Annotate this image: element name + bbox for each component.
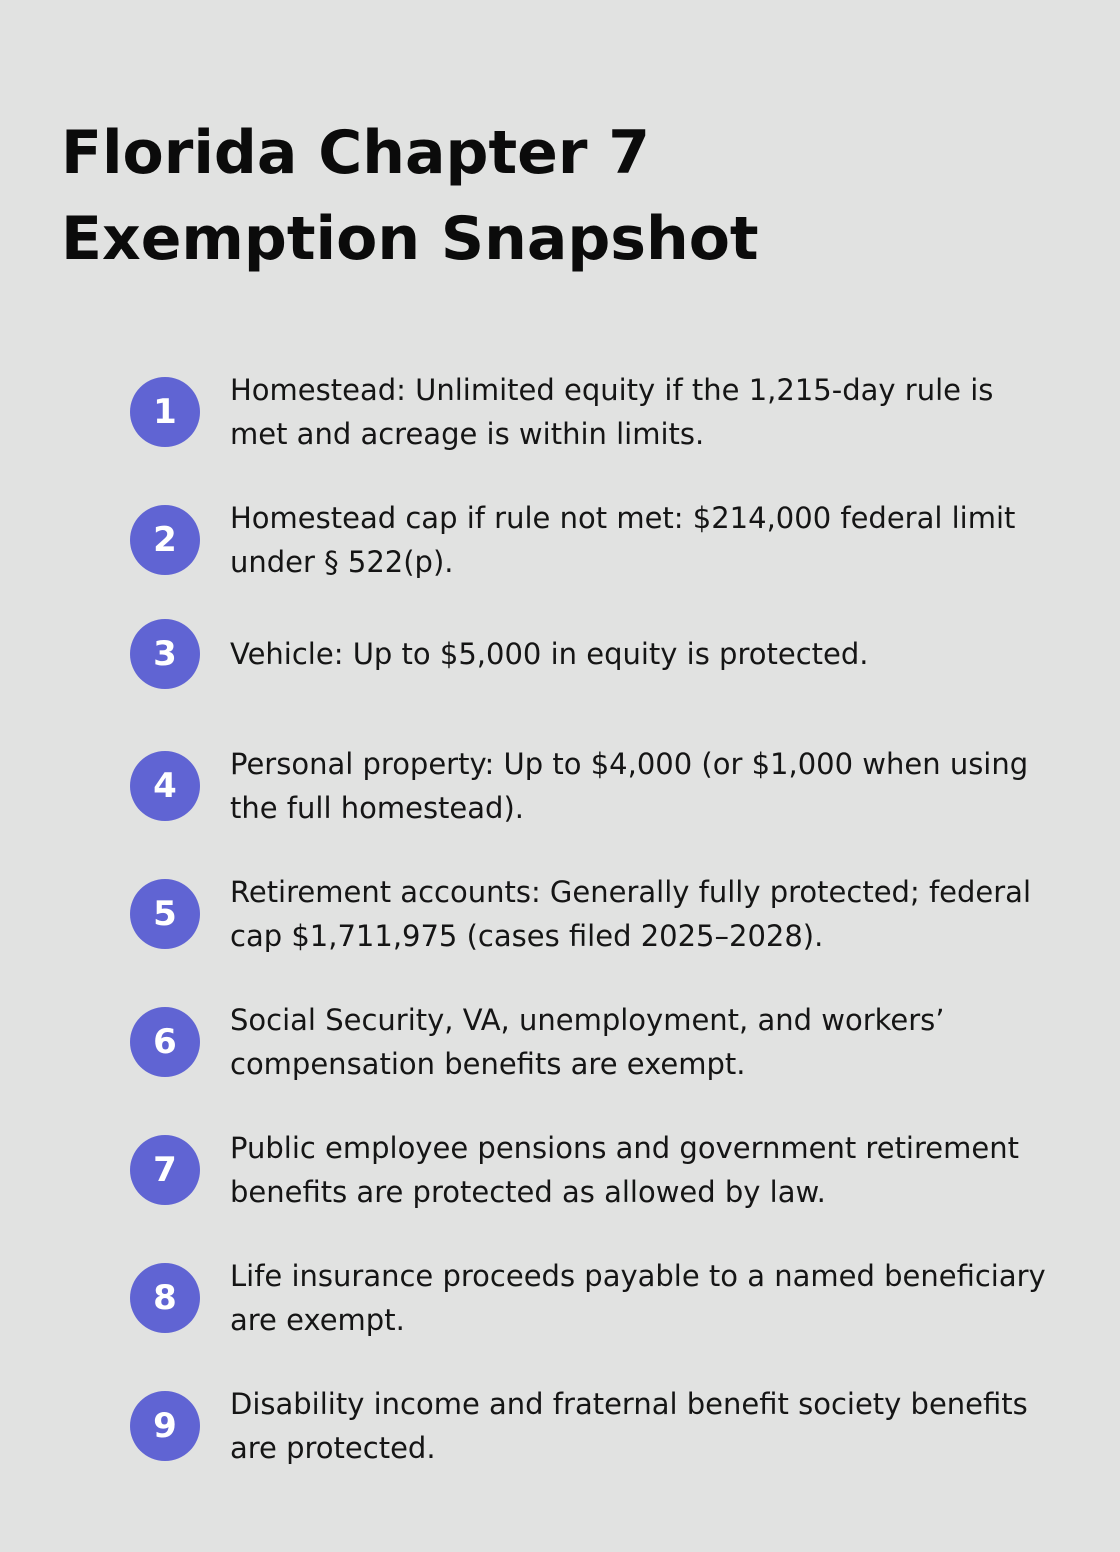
number-badge: 9 (130, 1391, 200, 1461)
item-text: Homestead: Unlimited equity if the 1,215-day rule is met and acreage is within limits. (230, 373, 994, 451)
item-text: Life insurance proceeds payable to a named beneficiary are exempt. (230, 1259, 1046, 1337)
item-text: Personal property: Up to $4,000 (or $1,000 when using the full homestead). (230, 747, 1029, 825)
number-badge: 2 (130, 505, 200, 575)
number-badge: 5 (130, 879, 200, 949)
number-badge: 4 (130, 751, 200, 821)
list-item (130, 1126, 1060, 1214)
page-title: Florida Chapter 7 Exemption Snapshot (61, 118, 759, 274)
number-badge: 8 (130, 1263, 200, 1333)
number-badge: 7 (130, 1135, 200, 1205)
number-badge: 3 (130, 619, 200, 689)
item-text: Disability income and fraternal benefit society benefits are protected. (230, 1387, 1028, 1465)
number-badge: 6 (130, 1007, 200, 1077)
list-item (130, 1382, 1060, 1470)
list-item (130, 624, 1060, 684)
item-text: Homestead cap if rule not met: $214,000 federal limit under § 522(p). (230, 501, 1016, 579)
list-item (130, 870, 1060, 958)
list-item (130, 742, 1060, 830)
number-badge: 1 (130, 377, 200, 447)
list-item (130, 998, 1060, 1086)
list-item (130, 1254, 1060, 1342)
item-text: Retirement accounts: Generally fully protected; federal cap $1,711,975 (cases filed 2025–2028). (230, 875, 1031, 953)
exemption-list (130, 368, 1060, 1510)
item-text: Social Security, VA, unemployment, and workers’ compensation benefits are exempt. (230, 1003, 945, 1081)
item-text: Vehicle: Up to $5,000 in equity is protected. (230, 637, 869, 671)
item-text: Public employee pensions and government retirement benefits are protected as allowed by law. (230, 1131, 1019, 1209)
list-item (130, 368, 1060, 456)
list-item (130, 496, 1060, 584)
